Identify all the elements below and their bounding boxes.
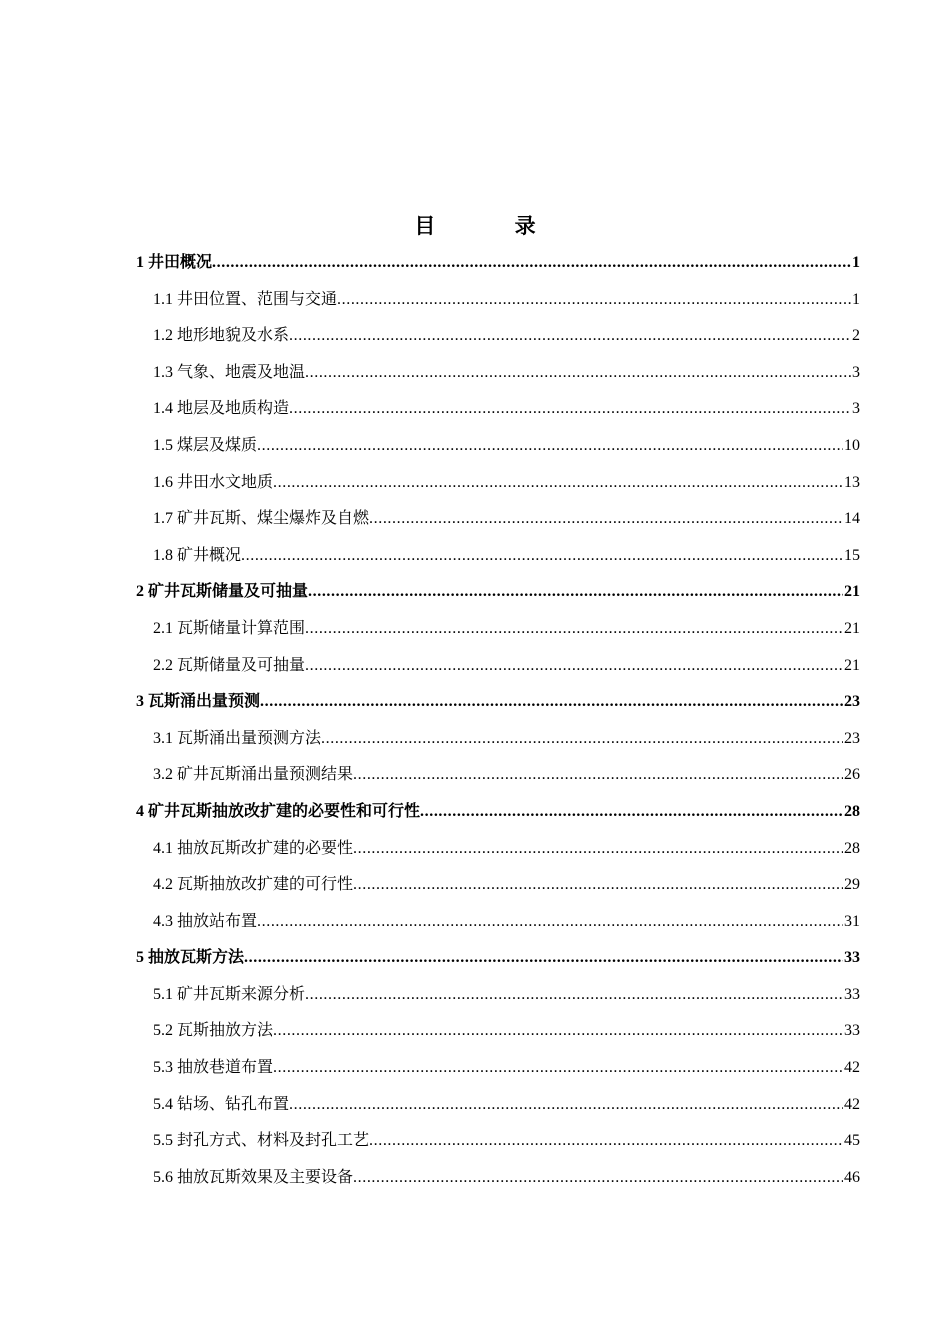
toc-entry-page-number: 46	[844, 1168, 860, 1186]
toc-entry-label: 3.2 矿井瓦斯涌出量预测结果	[153, 766, 354, 784]
toc-entry-page-number: 2	[852, 327, 860, 345]
toc-dot-leader	[212, 245, 851, 282]
toc-entry-label: 5.1 矿井瓦斯来源分析	[153, 985, 306, 1003]
toc-dot-leader	[273, 1013, 843, 1050]
toc-section-entry[interactable]	[136, 867, 860, 904]
toc-dot-leader	[289, 1087, 843, 1124]
toc-dot-leader	[273, 1050, 843, 1087]
toc-entry-page-number: 45	[844, 1132, 860, 1150]
toc-entry-label: 5 抽放瓦斯方法	[136, 949, 245, 967]
toc-section-entry[interactable]	[136, 355, 860, 392]
toc-section-entry[interactable]	[136, 904, 860, 941]
toc-entry-page-number: 21	[844, 583, 860, 601]
toc-entry-page-number: 33	[844, 985, 860, 1003]
toc-section-entry[interactable]	[136, 977, 860, 1014]
toc-chapter-entry[interactable]	[136, 794, 860, 831]
toc-section-entry[interactable]	[136, 391, 860, 428]
toc-dot-leader	[420, 794, 843, 831]
toc-section-entry[interactable]	[136, 648, 860, 685]
toc-entry-label: 5.2 瓦斯抽放方法	[153, 1022, 274, 1040]
toc-dot-leader	[369, 1123, 843, 1160]
toc-section-entry[interactable]	[136, 1087, 860, 1124]
toc-entry-label: 2.2 瓦斯储量及可抽量	[153, 656, 306, 674]
toc-dot-leader	[305, 648, 843, 685]
toc-dot-leader	[353, 831, 843, 868]
toc-entry-page-number: 1	[852, 290, 860, 308]
toc-entry-label: 4.1 抽放瓦斯改扩建的必要性	[153, 839, 354, 857]
toc-entry-page-number: 10	[844, 436, 860, 454]
toc-entry-label: 5.4 钻场、钻孔布置	[153, 1095, 290, 1113]
toc-section-entry[interactable]	[136, 1160, 860, 1197]
toc-dot-leader	[305, 611, 843, 648]
toc-dot-leader	[241, 538, 843, 575]
toc-dot-leader	[289, 391, 851, 428]
toc-entry-label: 1.1 井田位置、范围与交通	[153, 290, 338, 308]
toc-entry-label: 5.6 抽放瓦斯效果及主要设备	[153, 1168, 354, 1186]
toc-dot-leader	[308, 574, 843, 611]
toc-chapter-entry[interactable]	[136, 574, 860, 611]
toc-entry-page-number: 33	[844, 1022, 860, 1040]
toc-chapter-entry[interactable]	[136, 684, 860, 721]
toc-section-entry[interactable]	[136, 1050, 860, 1087]
toc-section-entry[interactable]	[136, 721, 860, 758]
toc-entry-page-number: 15	[844, 546, 860, 564]
toc-entry-label: 1.8 矿井概况	[153, 546, 242, 564]
toc-chapter-entry[interactable]	[136, 245, 860, 282]
toc-chapter-entry[interactable]	[136, 940, 860, 977]
toc-title: 目 录	[414, 214, 572, 238]
toc-section-entry[interactable]	[136, 757, 860, 794]
toc-dot-leader	[353, 867, 843, 904]
toc-dot-leader	[305, 977, 843, 1014]
toc-entry-label: 2 矿井瓦斯储量及可抽量	[136, 583, 309, 601]
toc-entry-label: 1 井田概况	[136, 254, 213, 271]
toc-dot-leader	[305, 355, 851, 392]
toc-entry-page-number: 26	[844, 766, 860, 784]
toc-entry-label: 4.3 抽放站布置	[153, 912, 258, 930]
toc-dot-leader	[273, 465, 843, 502]
toc-entry-page-number: 28	[844, 802, 860, 820]
toc-dot-leader	[321, 721, 843, 758]
toc-section-entry[interactable]	[136, 428, 860, 465]
toc-section-entry[interactable]	[136, 538, 860, 575]
toc-entry-label: 4 矿井瓦斯抽放改扩建的必要性和可行性	[136, 802, 421, 820]
toc-section-entry[interactable]	[136, 501, 860, 538]
toc-entry-page-number: 31	[844, 912, 860, 930]
table-of-contents	[136, 245, 860, 1196]
toc-entry-label: 1.4 地层及地质构造	[153, 400, 290, 418]
toc-entry-page-number: 28	[844, 839, 860, 857]
toc-dot-leader	[369, 501, 843, 538]
toc-section-entry[interactable]	[136, 611, 860, 648]
toc-entry-page-number: 3	[852, 400, 860, 418]
toc-entry-label: 3 瓦斯涌出量预测	[136, 693, 261, 711]
toc-entry-label: 5.5 封孔方式、材料及封孔工艺	[153, 1132, 370, 1150]
toc-entry-label: 3.1 瓦斯涌出量预测方法	[153, 729, 322, 747]
toc-entry-page-number: 14	[844, 510, 860, 528]
toc-dot-leader	[257, 904, 843, 941]
toc-section-entry[interactable]	[136, 282, 860, 319]
toc-entry-page-number: 23	[844, 729, 860, 747]
toc-entry-page-number: 21	[844, 656, 860, 674]
toc-entry-label: 1.3 气象、地震及地温	[153, 363, 306, 381]
toc-entry-label: 5.3 抽放巷道布置	[153, 1059, 274, 1077]
toc-dot-leader	[353, 1160, 843, 1197]
toc-section-entry[interactable]	[136, 1123, 860, 1160]
toc-dot-leader	[260, 684, 843, 721]
toc-entry-page-number: 29	[844, 876, 860, 894]
toc-dot-leader	[289, 318, 851, 355]
toc-entry-label: 1.7 矿井瓦斯、煤尘爆炸及自燃	[153, 510, 370, 528]
toc-dot-leader	[337, 282, 851, 319]
toc-section-entry[interactable]	[136, 1013, 860, 1050]
toc-dot-leader	[244, 940, 843, 977]
toc-entry-label: 1.6 井田水文地质	[153, 473, 274, 491]
toc-entry-page-number: 42	[844, 1059, 860, 1077]
toc-dot-leader	[353, 757, 843, 794]
toc-entry-page-number: 1	[852, 254, 860, 271]
toc-entry-label: 2.1 瓦斯储量计算范围	[153, 619, 306, 637]
toc-entry-page-number: 33	[844, 949, 860, 967]
toc-section-entry[interactable]	[136, 318, 860, 355]
toc-section-entry[interactable]	[136, 831, 860, 868]
toc-entry-page-number: 13	[844, 473, 860, 491]
toc-entry-label: 4.2 瓦斯抽放改扩建的可行性	[153, 876, 354, 894]
toc-entry-page-number: 23	[844, 693, 860, 711]
toc-entry-label: 1.5 煤层及煤质	[153, 436, 258, 454]
toc-entry-label: 1.2 地形地貌及水系	[153, 327, 290, 345]
toc-entry-page-number: 3	[852, 363, 860, 381]
toc-dot-leader	[257, 428, 843, 465]
toc-entry-page-number: 21	[844, 619, 860, 637]
toc-entry-page-number: 42	[844, 1095, 860, 1113]
toc-section-entry[interactable]	[136, 465, 860, 502]
